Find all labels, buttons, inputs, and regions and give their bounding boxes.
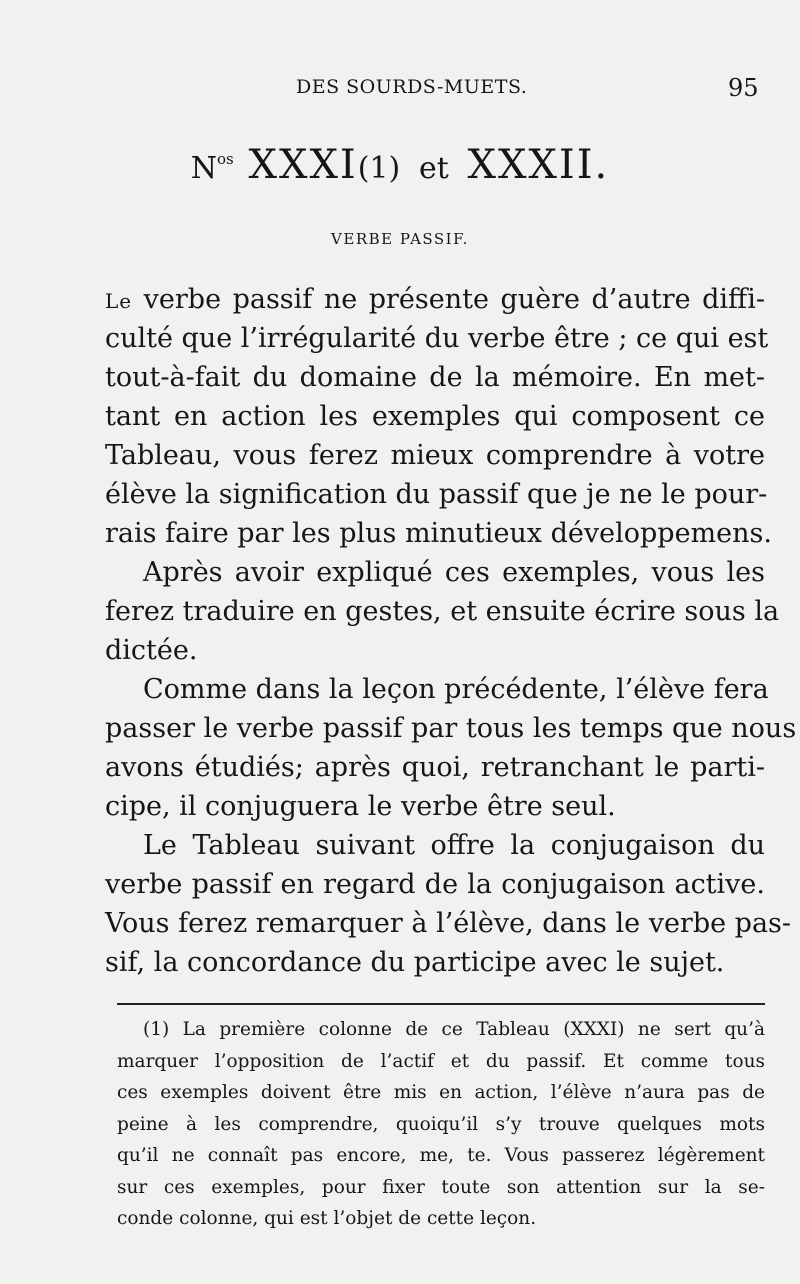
page-number: 95 [728,74,759,102]
body-line: élève la signification du passif que je ne le pour- [105,479,768,510]
running-title: DES SOURDS-MUETS. [296,76,528,98]
chapter-numeral-2: XXXII. [467,142,610,188]
footnote [117,1014,765,1235]
body-line: Le verbe passif ne présente guère d’autre diffi- [105,284,765,315]
body-line: culté que l’irrégularité du verbe être ; ce qui est [105,323,769,354]
body-line: tout-à-fait du domaine de la mémoire. En met- [105,362,765,393]
chapter-prefix-sup: os [217,150,234,168]
footnote-line: peine à les comprendre, quoiqu’il s’y trouve quelques mots [117,1113,765,1135]
body-line: ferez traduire en gestes, et ensuite écrire sous la [105,596,780,627]
chapter-conjunction: et [418,151,449,186]
body-line: dictée. [105,635,198,666]
body-line: rais faire par les plus minutieux développemens. [105,518,772,549]
chapter-numeral-1: XXXI [248,142,358,188]
body-line: tant en action les exemples qui composent ce [105,401,765,432]
chapter-prefix: N [190,151,218,186]
footnote-line: ces exemples doivent être mis en action, l’élève n’aura pas de [117,1082,765,1103]
section-subtitle: VERBE PASSIF. [331,230,469,248]
footnote-line: sur ces exemples, pour fixer toute son attention sur la se- [117,1176,765,1198]
running-head [0,76,800,106]
footnote-reference: (1) [357,151,401,186]
chapter-title [0,142,800,188]
footnote-line: marquer l’opposition de l’actif et du passif. Et comme tous [117,1050,765,1072]
body-line: cipe, il conjuguera le verbe être seul. [105,791,616,822]
body-line: Vous ferez remarquer à l’élève, dans le verbe pas- [105,908,792,939]
footnote-line: conde colonne, qui est l’objet de cette leçon. [117,1208,537,1229]
footnote-line: (1) La première colonne de ce Tableau (XXXI) ne sert qu’à [143,1019,765,1040]
body-line: verbe passif en regard de la conjugaison active. [105,869,765,900]
opening-word: Le [105,289,133,313]
body-line: Comme dans la leçon précédente, l’élève fera [143,674,769,705]
body-line: avons étudiés; après quoi, retranchant le parti- [105,752,765,783]
body-line: passer le verbe passif par tous les temps que nous [105,713,797,744]
body-line: Tableau, vous ferez mieux comprendre à votre [105,440,765,471]
footnote-line: qu’il ne connaît pas encore, me, te. Vous passerez légèrement [117,1145,765,1166]
body-line: sif, la concordance du participe avec le sujet. [105,947,725,978]
body-text [105,280,797,982]
body-line: Après avoir expliqué ces exemples, vous les [143,557,765,588]
body-line: Le Tableau suivant offre la conjugaison du [143,830,765,861]
footnote-rule [117,1003,765,1005]
